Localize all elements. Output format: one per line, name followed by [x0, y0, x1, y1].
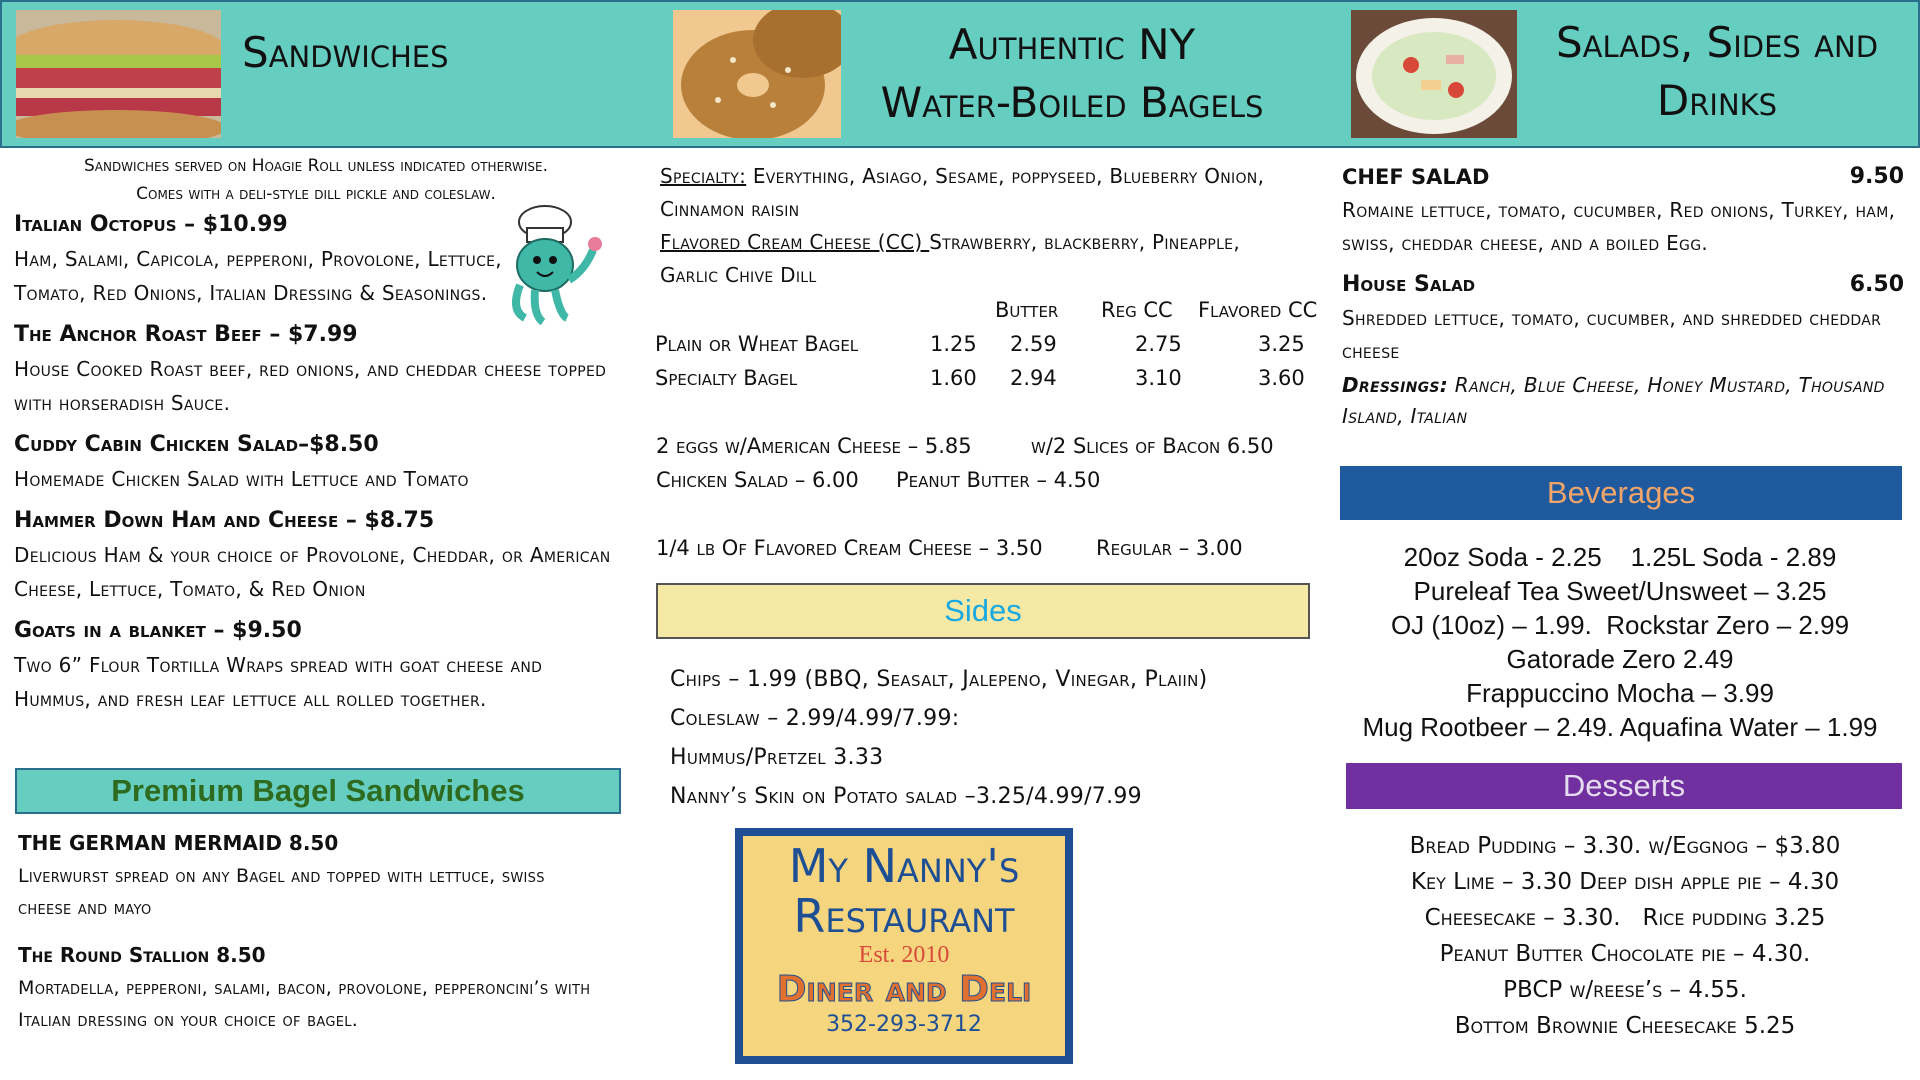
dessert-line: Bread Pudding – 3.30. w/Eggnog – $3.80 — [1409, 833, 1841, 859]
logo-line3: Diner and Deli — [776, 969, 1032, 1010]
dessert-line: Cheesecake – 3.30. Rice pudding 3.25 — [1424, 905, 1826, 931]
premium-items — [18, 826, 638, 1044]
side-item: Nanny’s Skin on Potato salad –3.25/4.99/7.99 — [670, 784, 1142, 809]
beverage-line: Pureleaf Tea Sweet/Unsweet – 3.25 — [1413, 576, 1827, 606]
dessert-line: Bottom Brownie Cheesecake 5.25 — [1454, 1013, 1796, 1039]
beverage-line: Mug Rootbeer – 2.49. Aquafina Water – 1.99 — [1362, 712, 1878, 742]
sandwich-item — [14, 208, 504, 310]
col-header-butter: Butter — [995, 298, 1059, 322]
specialty-text: Everything, Asiago, Sesame, poppyseed, Blueberry Onion, Cinnamon raisin — [660, 164, 1265, 221]
sandwich-desc: Two 6” Flour Tortilla Wraps spread with goat cheese and Hummus, and fresh leaf lettuce all rolled together. — [14, 653, 543, 711]
sandwich-item — [14, 318, 614, 420]
side-item: Chips – 1.99 (BBQ, Seasalt, Jalepeno, Vinegar, Plaiin) — [670, 667, 1208, 692]
col-header-regcc: Reg CC — [1101, 298, 1173, 322]
specialty-label: Specialty: — [660, 164, 747, 188]
sandwich-title: Cuddy Cabin Chicken Salad–$8.50 — [14, 432, 379, 457]
sides-bar — [656, 583, 1310, 639]
price: 2.59 — [1010, 332, 1057, 356]
dessert-line: Peanut Butter Chocolate pie – 4.30. — [1439, 941, 1811, 967]
side-item: Coleslaw – 2.99/4.99/7.99: — [670, 706, 960, 731]
logo-line1: My Nanny's — [788, 839, 1020, 893]
col-header-flavcc: Flavored CC — [1198, 298, 1318, 322]
chef-salad-name: CHEF SALAD — [1342, 165, 1490, 189]
beverage-line: OJ (10oz) – 1.99. Rockstar Zero – 2.99 — [1390, 610, 1850, 640]
bagel-price-table — [655, 298, 1335, 398]
specialty-flavors — [660, 160, 1280, 226]
cream-cheese-flavors — [660, 226, 1280, 292]
sandwich-title: Italian Octopus – $10.99 — [14, 212, 288, 237]
sandwich-desc: Ham, Salami, Capicola, pepperoni, Provolone, Lettuce, Tomato, Red Onions, Italian Dressing & Seasonings. — [14, 247, 502, 305]
premium-item-title: The Round Stallion 8.50 — [18, 943, 266, 967]
cc-text: Strawberry, blackberry, Pineapple, Garlic Chive Dill — [660, 230, 1240, 287]
house-salad-name: House Salad — [1342, 272, 1476, 297]
salad-photo — [1351, 10, 1517, 138]
beverages-list — [1325, 540, 1915, 744]
house-salad — [1342, 268, 1910, 368]
sandwich-photo — [16, 10, 221, 138]
bagels-heading-line1: Authentic NY — [948, 20, 1196, 69]
sandwich-item — [14, 614, 614, 716]
bagel-extras — [656, 434, 1336, 564]
beverages-title: Beverages — [1546, 475, 1696, 510]
salads-heading-line2: Drinks — [1656, 76, 1778, 125]
desserts-list — [1340, 828, 1910, 1044]
salads-heading — [1532, 14, 1902, 130]
bagels-heading — [862, 16, 1282, 132]
chef-salad-price: 9.50 — [1849, 164, 1904, 189]
price: 3.60 — [1258, 366, 1305, 390]
beverages-bar — [1340, 466, 1902, 520]
sides-list — [670, 660, 1290, 816]
dressings-label: Dressings: — [1342, 373, 1449, 397]
row-name: Plain or Wheat Bagel — [655, 332, 859, 356]
header-banner — [0, 0, 1920, 148]
dessert-line: Key Lime – 3.30 Deep dish apple pie – 4.30 — [1410, 869, 1840, 895]
dressings-text: Ranch, Blue Cheese, Honey Mustard, Thousand Island, Italian — [1342, 373, 1885, 428]
sandwiches-note-line2: Comes with a deli-style dill pickle and coleslaw. — [136, 184, 496, 204]
eggs-price: 2 eggs w/American Cheese – 5.85 — [656, 434, 972, 458]
chicken-salad-price: Chicken Salad – 6.00 — [656, 468, 859, 492]
bagel-photo — [673, 10, 841, 138]
price: 3.10 — [1135, 366, 1182, 390]
sandwich-item — [14, 504, 614, 606]
bacon-price: w/2 Slices of Bacon 6.50 — [1031, 434, 1274, 458]
sides-title: Sides — [944, 593, 1022, 628]
premium-item-desc: Mortadella, pepperoni, salami, bacon, provolone, pepperoncini’s with Italian dressing on your choice of bagel. — [18, 977, 591, 1031]
side-item: Hummus/Pretzel 3.33 — [670, 745, 884, 770]
dressings — [1342, 370, 1910, 432]
price: 2.94 — [1010, 366, 1057, 390]
house-salad-price: 6.50 — [1849, 272, 1904, 297]
cc-label: Flavored Cream Cheese (CC) — [660, 230, 930, 254]
sandwich-desc: Homemade Chicken Salad with Lettuce and Tomato — [14, 467, 469, 491]
sandwich-title: Goats in a blanket – $9.50 — [14, 618, 302, 643]
restaurant-logo — [735, 828, 1073, 1064]
sandwich-desc: Delicious Ham & your choice of Provolone, Cheddar, or American Cheese, Lettuce, Tomato, & Red Onion — [14, 543, 611, 601]
desserts-bar — [1346, 763, 1902, 809]
price: 3.25 — [1258, 332, 1305, 356]
beverage-line: 20oz Soda - 2.25 1.25L Soda - 2.89 — [1403, 542, 1837, 572]
peanut-butter-price: Peanut Butter – 4.50 — [896, 468, 1101, 492]
price: 1.25 — [930, 332, 977, 356]
premium-bagel-sandwiches-title: Premium Bagel Sandwiches — [111, 773, 525, 808]
beverage-line: Gatorade Zero 2.49 — [1506, 644, 1734, 674]
premium-item-title: THE GERMAN MERMAID 8.50 — [18, 831, 339, 855]
beverage-line: Frappuccino Mocha – 3.99 — [1466, 678, 1774, 708]
sandwiches-note-line1: Sandwiches served on Hoagie Roll unless indicated otherwise. — [83, 156, 549, 176]
price: 1.60 — [930, 366, 977, 390]
salads-column — [1342, 160, 1910, 432]
price: 2.75 — [1135, 332, 1182, 356]
sandwich-desc: House Cooked Roast beef, red onions, and cheddar cheese topped with horseradish Sauce. — [14, 357, 607, 415]
logo-est: Est. 2010 — [858, 942, 950, 968]
bagels-column — [660, 160, 1280, 292]
sandwich-title: Hammer Down Ham and Cheese – $8.75 — [14, 508, 435, 533]
logo-phone: 352-293-3712 — [826, 1012, 982, 1037]
premium-item-desc: Liverwurst spread on any Bagel and topped with lettuce, swiss cheese and mayo — [18, 865, 545, 919]
regular-cc-price: Regular – 3.00 — [1096, 536, 1243, 560]
chef-salad — [1342, 160, 1910, 260]
house-salad-desc: Shredded lettuce, tomato, cucumber, and shredded cheddar cheese — [1342, 306, 1882, 363]
bagels-heading-line2: Water-Boiled Bagels — [880, 78, 1264, 127]
dessert-line: PBCP w/reese’s – 4.55. — [1503, 977, 1747, 1003]
sandwich-title: The Anchor Roast Beef – $7.99 — [14, 322, 358, 347]
chef-salad-desc: Romaine lettuce, tomato, cucumber, Red onions, Turkey, ham, swiss, cheddar cheese, and a boiled Egg. — [1342, 198, 1896, 255]
sandwiches-heading: Sandwiches — [242, 28, 449, 77]
row-name: Specialty Bagel — [655, 366, 798, 390]
salads-heading-line1: Salads, Sides and — [1555, 18, 1879, 67]
logo-line2: Restaurant — [793, 889, 1015, 943]
premium-bagel-sandwiches-bar — [15, 768, 621, 814]
premium-item — [18, 826, 638, 924]
sandwich-item — [14, 428, 614, 496]
desserts-title: Desserts — [1562, 768, 1686, 803]
premium-item — [18, 938, 638, 1036]
octopus-chef-icon — [505, 200, 605, 330]
quarter-cc-price: 1/4 lb Of Flavored Cream Cheese – 3.50 — [656, 536, 1043, 560]
